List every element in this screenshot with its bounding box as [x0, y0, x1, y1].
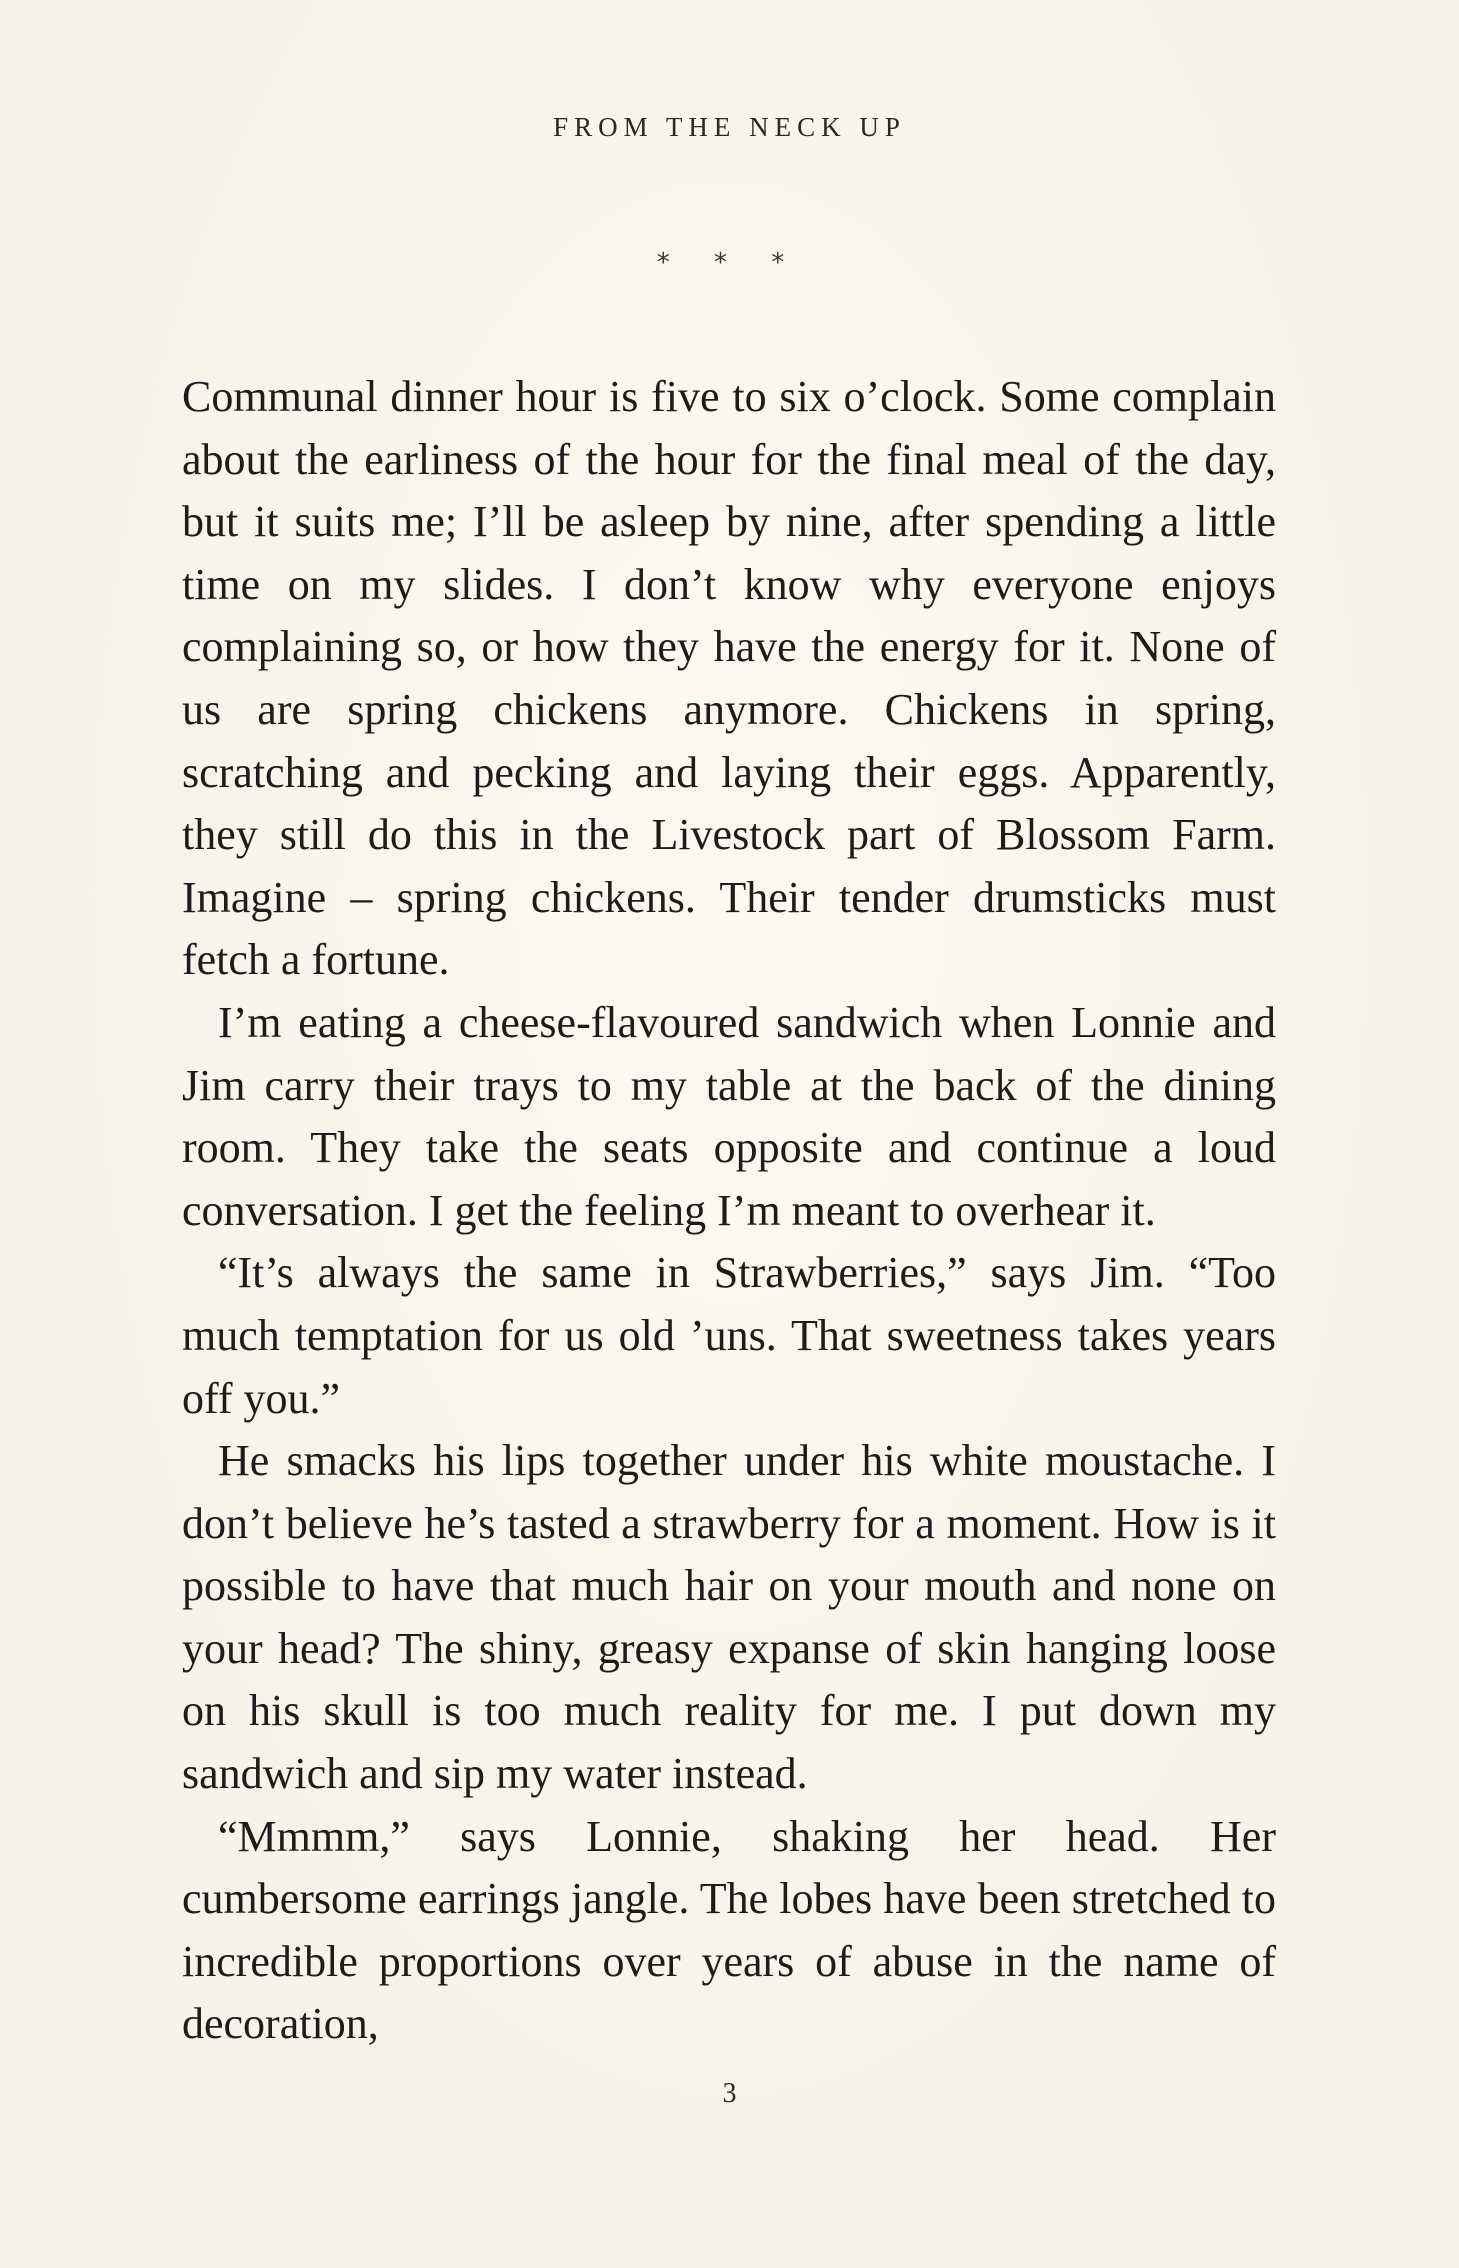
paragraph: “Mmmm,” says Lonnie, shaking her head. Her cumbersome earrings jangle. The lobes have been stretched to incredible proportions over years of abuse in the name of decoration,	[182, 1811, 1276, 2049]
body-text	[182, 366, 1276, 2056]
page-number: 3	[722, 2078, 737, 2109]
paragraph: Communal dinner hour is five to six o’clock. Some complain about the earliness of the hour for the final meal of the day, but it suits me; I’ll be asleep by nine, after spending a little time on my slides. I don’t know why everyone enjoys complaining so, or how they have the energy for it. None of us are spring chickens anymore. Chickens in spring, scratching and pecking and laying their eggs. Apparently, they still do this in the Livestock part of Blossom Farm. Imagine – spring chickens. Their tender drumsticks must fetch a fortune.	[182, 372, 1276, 985]
paragraph: I’m eating a cheese-flavoured sandwich when Lonnie and Jim carry their trays to my table at the back of the dining room. They take the seats opposite and continue a loud conversation. I get the feeling I’m meant to overhear it.	[182, 997, 1276, 1235]
running-head: FROM THE NECK UP	[553, 112, 906, 142]
paragraph: He smacks his lips together under his white moustache. I don’t believe he’s tasted a strawberry for a moment. How is it possible to have that much hair on your mouth and none on your head? The shiny, greasy expanse of skin hanging loose on his skull is too much reality for me. I put down my sandwich and sip my water instead.	[182, 1436, 1276, 1799]
section-separator: * * *	[656, 248, 803, 278]
paragraph: “It’s always the same in Strawberries,” says Jim. “Too much temptation for us old ’uns. That sweetness takes years off you.”	[182, 1248, 1276, 1423]
